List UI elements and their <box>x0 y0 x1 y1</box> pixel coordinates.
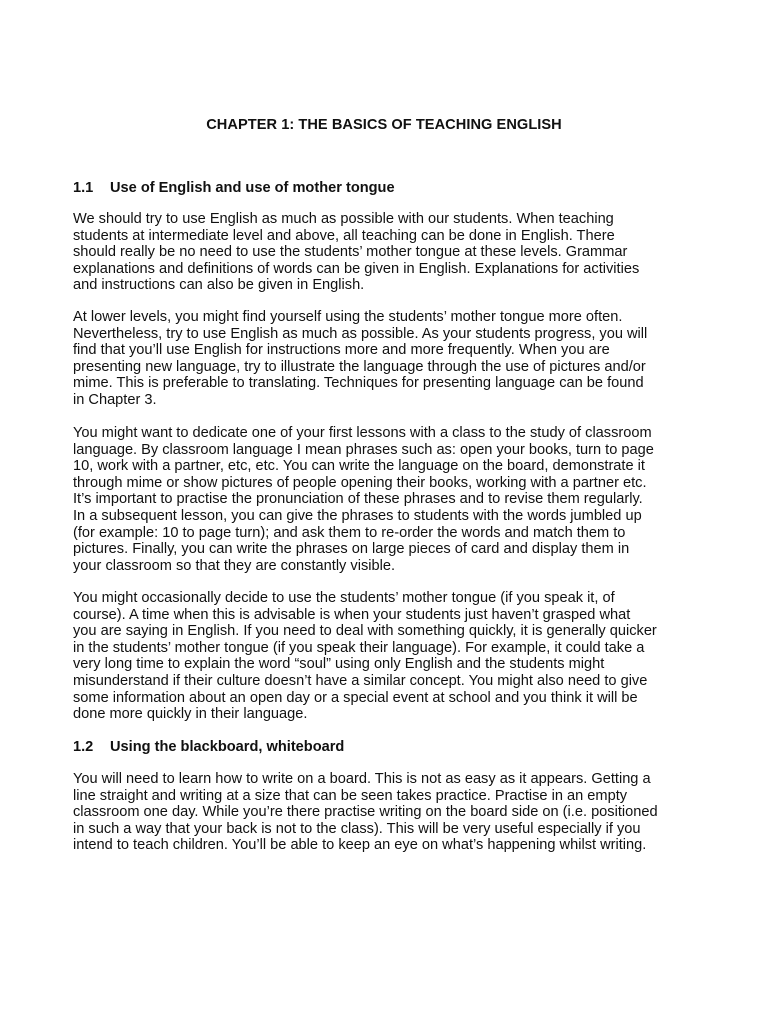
text-line: in such a way that your back is not to the class). This will be very useful especially if you <box>73 820 641 837</box>
text-line: in Chapter 3. <box>73 391 157 408</box>
text-line: (for example: 10 to page turn); and ask them to re-order the words and match them to <box>73 524 626 541</box>
text-line: very long time to explain the word “soul” using only English and the students might <box>73 656 605 673</box>
text-line: We should try to use English as much as possible with our students. When teaching <box>73 211 614 227</box>
text-line: and instructions can also be given in English. <box>73 277 365 294</box>
section-title: Use of English and use of mother tongue <box>110 180 395 196</box>
paragraph-5 <box>73 771 713 854</box>
text-line: misunderstand if their culture doesn’t have a similar concept. You might also need to give <box>73 672 648 689</box>
chapter-title: CHAPTER 1: THE BASICS OF TEACHING ENGLISH <box>206 117 562 133</box>
text-line: It’s important to practise the pronunciation of these phrases and to revise them regularly. <box>73 491 643 508</box>
text-line: through mime or show pictures of people opening their books, working with a partner etc. <box>73 474 647 491</box>
text-line: you are saying in English. If you need to deal with something quickly, it is generally quicker <box>73 623 657 640</box>
text-line: your classroom so that they are constantly visible. <box>73 557 396 574</box>
text-line: pictures. Finally, you can write the phrases on large pieces of card and display them in <box>73 541 630 558</box>
section-number: 1.1 <box>73 180 94 196</box>
text-line: find that you’ll use English for instructions more and more frequently. When you are <box>73 342 610 359</box>
text-line: intend to teach children. You’ll be able to keep an eye on what’s happening whilst writing. <box>73 837 647 854</box>
text-line: At lower levels, you might find yourself using the students’ mother tongue more often. <box>73 309 623 325</box>
text-line: Nevertheless, try to use English as much as possible. As your students progress, you will <box>73 325 648 342</box>
text-line: course). A time when this is advisable is when your students just haven’t grasped what <box>73 606 631 623</box>
text-line: should really be no need to use the students’ mother tongue at these levels. Grammar <box>73 244 628 261</box>
section-heading-1-2 <box>73 739 344 755</box>
text-line: In a subsequent lesson, you can give the phrases to students with the words jumbled up <box>73 507 642 524</box>
text-line: 10, work with a partner, etc, etc. You can write the language on the board, demonstrate it <box>73 458 645 475</box>
section-heading-1-1 <box>73 180 395 196</box>
paragraph-4 <box>73 590 713 723</box>
text-line: explanations and definitions of words can be given in English. Explanations for activities <box>73 260 640 277</box>
text-line: some information about an open day or a special event at school and you think it will be <box>73 689 638 706</box>
text-line: presenting new language, try to illustrate the language through the use of pictures and/or <box>73 358 646 375</box>
paragraph-3 <box>73 425 713 574</box>
section-title: Using the blackboard, whiteboard <box>110 739 345 755</box>
text-line: students at intermediate level and above, all teaching can be done in English. There <box>73 227 615 244</box>
paragraph-1 <box>73 211 713 294</box>
text-line: classroom one day. While you’re there practise writing on the board side on (i.e. positioned <box>73 804 658 821</box>
text-line: You might want to dedicate one of your first lessons with a class to the study of classroom <box>73 425 652 441</box>
text-line: language. By classroom language I mean phrases such as: open your books, turn to page <box>73 441 654 458</box>
paragraph-2 <box>73 309 713 409</box>
section-number: 1.2 <box>73 739 94 755</box>
text-line: You will need to learn how to write on a board. This is not as easy as it appears. Getting a <box>73 771 651 787</box>
text-line: You might occasionally decide to use the students’ mother tongue (if you speak it, of <box>73 590 615 606</box>
text-line: in the students’ mother tongue (if you speak their language). For example, it could take a <box>73 639 645 656</box>
text-line: line straight and writing at a size that can be seen takes practice. Practise in an empty <box>73 787 628 804</box>
text-line: mime. This is preferable to translating. Techniques for presenting language can be found <box>73 375 644 392</box>
text-line: done more quickly in their language. <box>73 706 308 723</box>
